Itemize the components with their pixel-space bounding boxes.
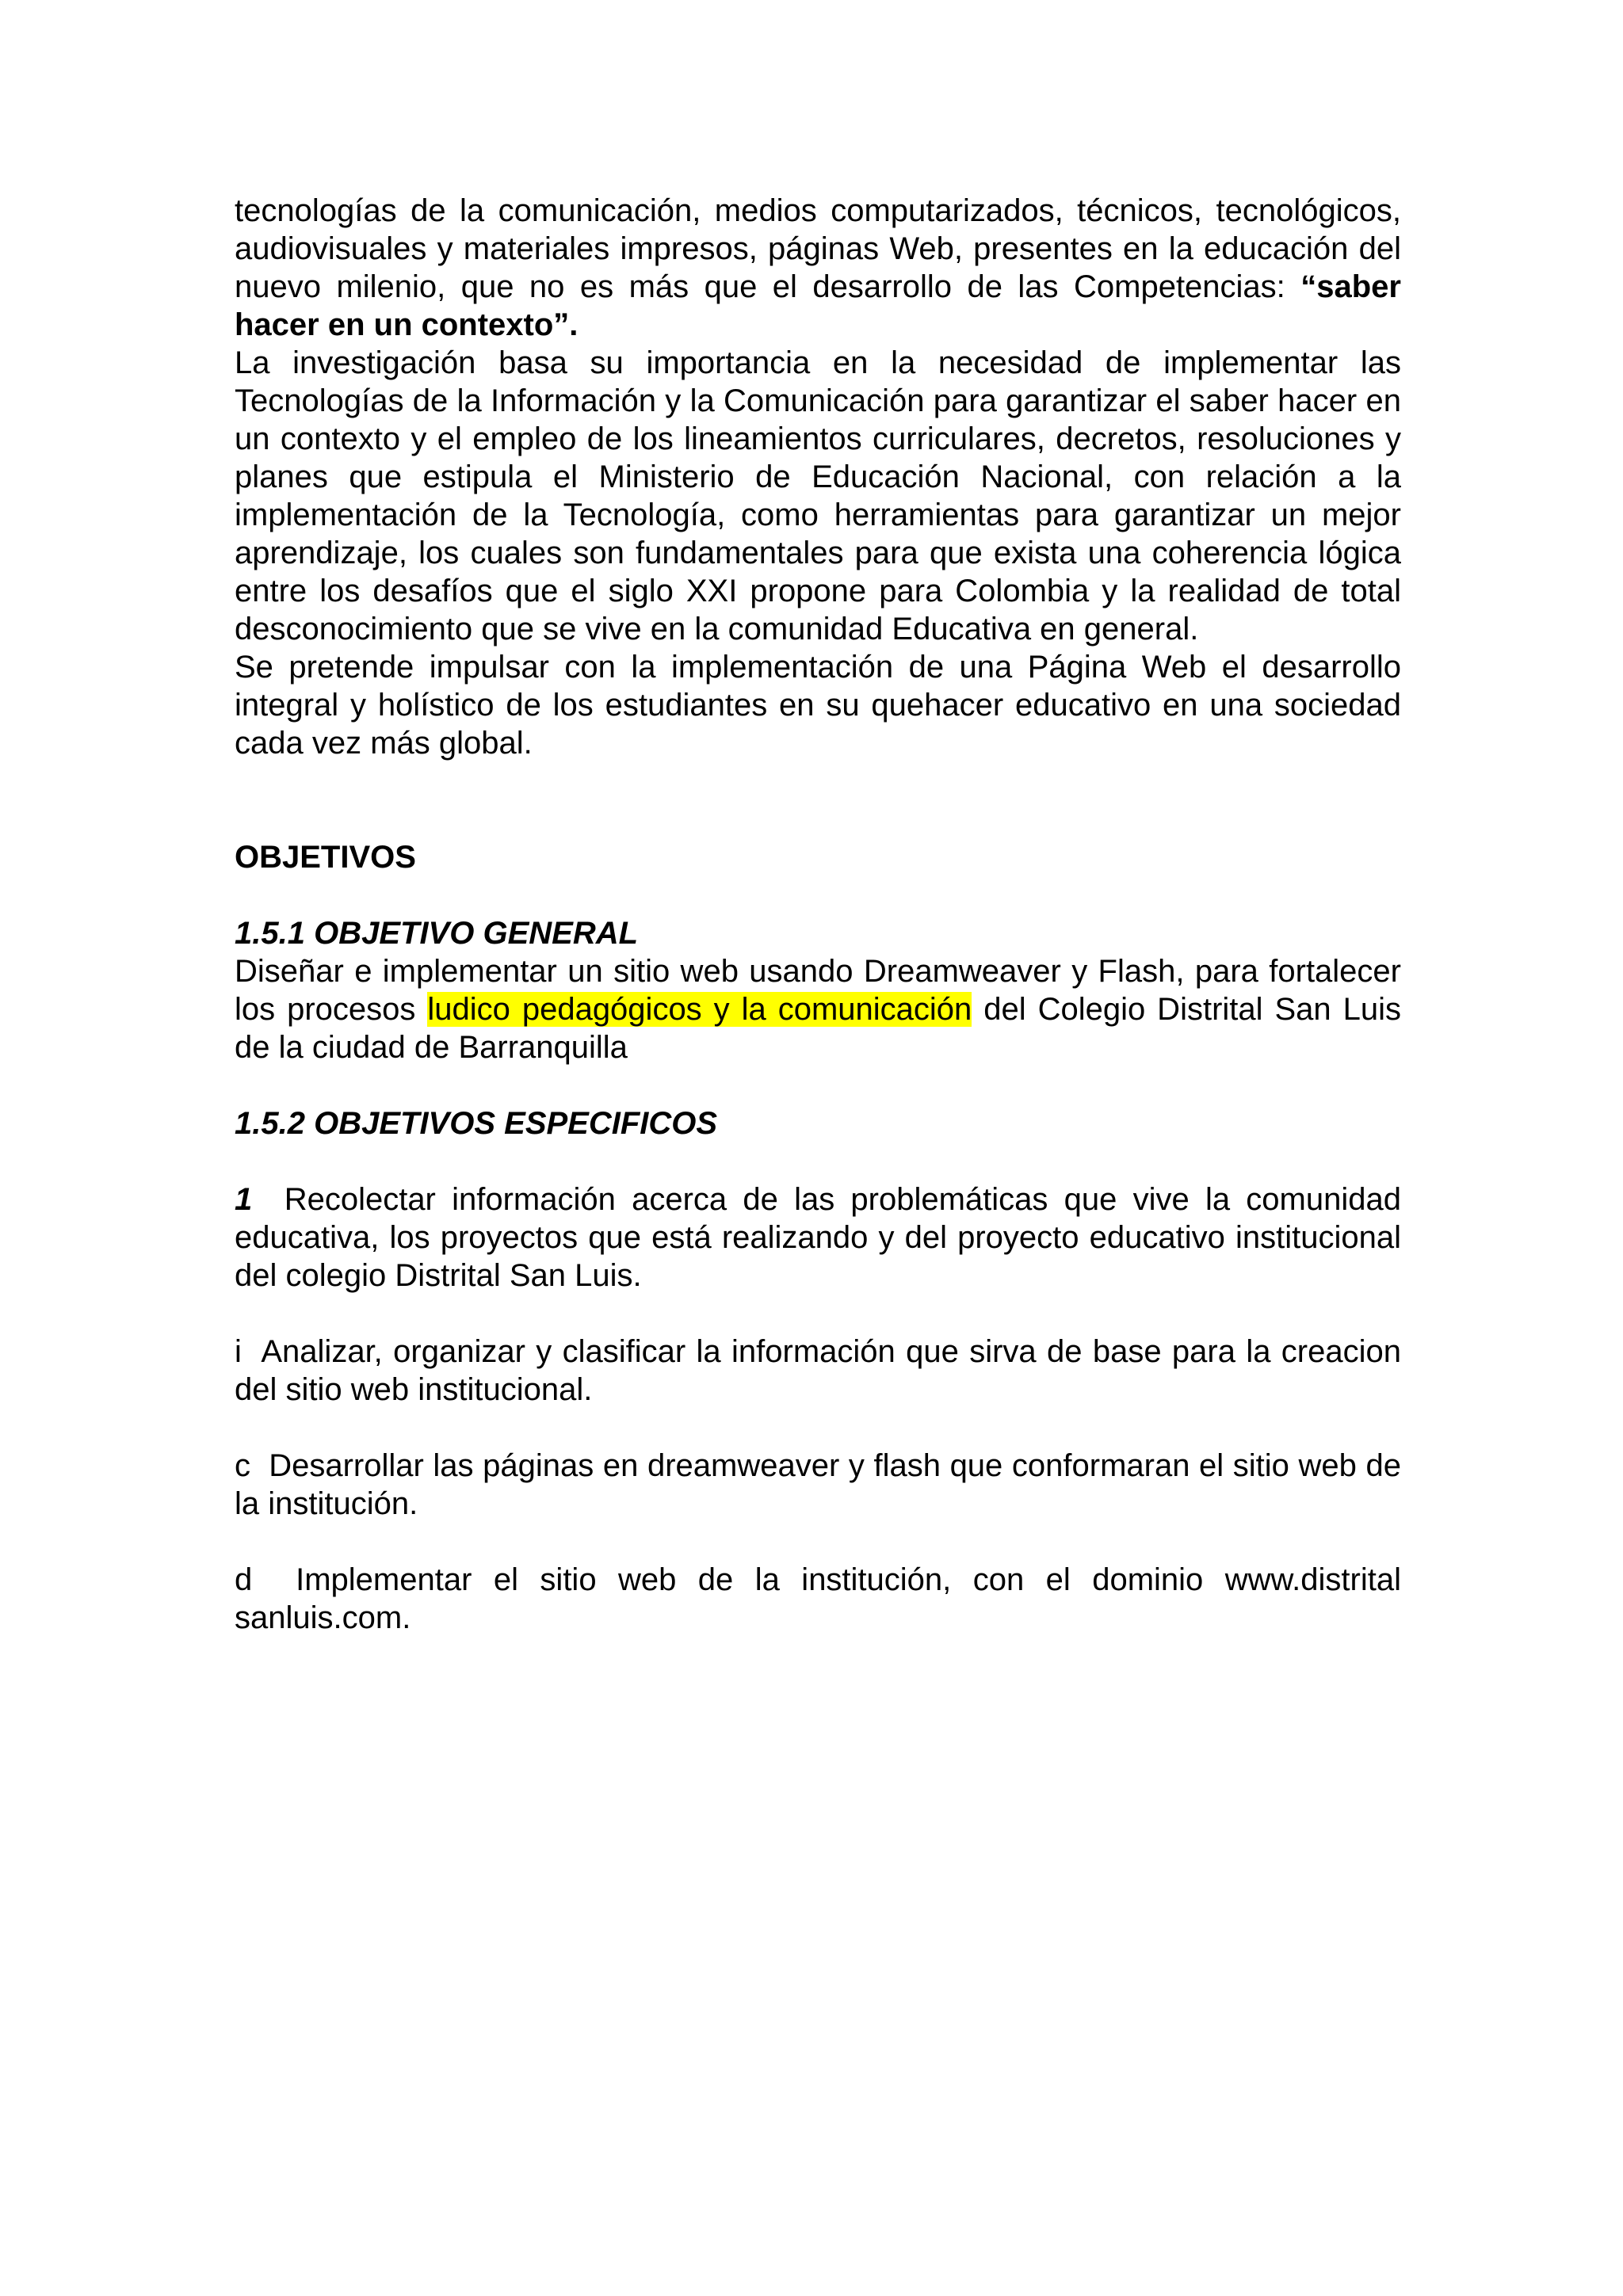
document-body [235, 192, 1411, 1637]
specific-objective-item [235, 1333, 1411, 1409]
intro-paragraph-1-bold: “saber hacer en un contexto”. [235, 269, 1401, 342]
intro-paragraph-2: La investigación basa su importancia en la necesidad de implementar las Tecnologías de la Información y la Comunicación para garantizar el saber hacer en un contexto y el empleo de los lineamientos curriculares, decretos, resoluciones y planes que estipula el Ministerio de Educación Nacional, con relación a la implementación de la Tecnología, como herramientas para garantizar un mejor aprendizaje, los cuales son fundamentales para que exista una coherencia lógica entre los desafíos que el siglo XXI propone para Colombia y la realidad de total desconocimiento que se vive en la comunidad Educativa en general. [235, 345, 1401, 646]
specific-objective-marker: 1 [235, 1182, 253, 1217]
specific-objective-item [235, 1561, 1411, 1637]
specific-objective-marker: c [235, 1448, 250, 1483]
specific-objective-marker: i [235, 1334, 242, 1369]
spacer [235, 1295, 1401, 1333]
spacer [235, 876, 1401, 914]
spacer [235, 1409, 1401, 1447]
general-objective-text [235, 952, 1401, 1066]
intro-paragraph-1-text: tecnologías de la comunicación, medios computarizados, técnicos, tecnológicos, audiovisuales y materiales impresos, páginas Web, presentes en la educación del nuevo milenio, que no es más que el desarrollo de las Competencias: [235, 193, 1401, 304]
specific-objective-text: Implementar el sitio web de la institución, con el dominio www.distrital sanluis.com. [235, 1562, 1411, 1635]
general-objective-text-before: Diseñar e implementar un sitio web usando Dreamweaver y Flash, para fortalecer los procesos [235, 954, 1401, 1027]
spacer [235, 1066, 1401, 1104]
intro-paragraph-1 [235, 192, 1401, 344]
general-objective-title: 1.5.1 OBJETIVO GENERAL [235, 916, 639, 951]
specific-objective-item [235, 1180, 1411, 1295]
spacer [235, 1523, 1401, 1561]
specific-objective-item [235, 1447, 1411, 1523]
specific-objective-text: Recolectar información acerca de las problemáticas que vive la comunidad educativa, los proyectos que está realizando y del proyecto educativo institucional del colegio Distrital San Luis. [235, 1182, 1411, 1293]
specific-objective-marker: d [235, 1562, 253, 1597]
highlighted-text: ludico pedagógicos y la comunicación [427, 992, 972, 1027]
objectives-heading: OBJETIVOS [235, 840, 416, 875]
intro-paragraph-3: Se pretende impulsar con la implementación de una Página Web el desarrollo integral y holístico de los estudiantes en su quehacer educativo en una sociedad cada vez más global. [235, 650, 1401, 761]
spacer [235, 800, 1401, 838]
specific-objectives-title: 1.5.2 OBJETIVOS ESPECIFICOS [235, 1106, 718, 1141]
spacer [235, 1142, 1401, 1180]
specific-objective-text: Desarrollar las páginas en dreamweaver y flash que conformaran el sitio web de la institución. [235, 1448, 1411, 1521]
spacer [235, 762, 1401, 800]
specific-objective-text: Analizar, organizar y clasificar la información que sirva de base para la creacion del sitio web institucional. [235, 1334, 1411, 1407]
general-objective-text-after: del Colegio Distrital San Luis de la ciudad de Barranquilla [235, 992, 1401, 1065]
